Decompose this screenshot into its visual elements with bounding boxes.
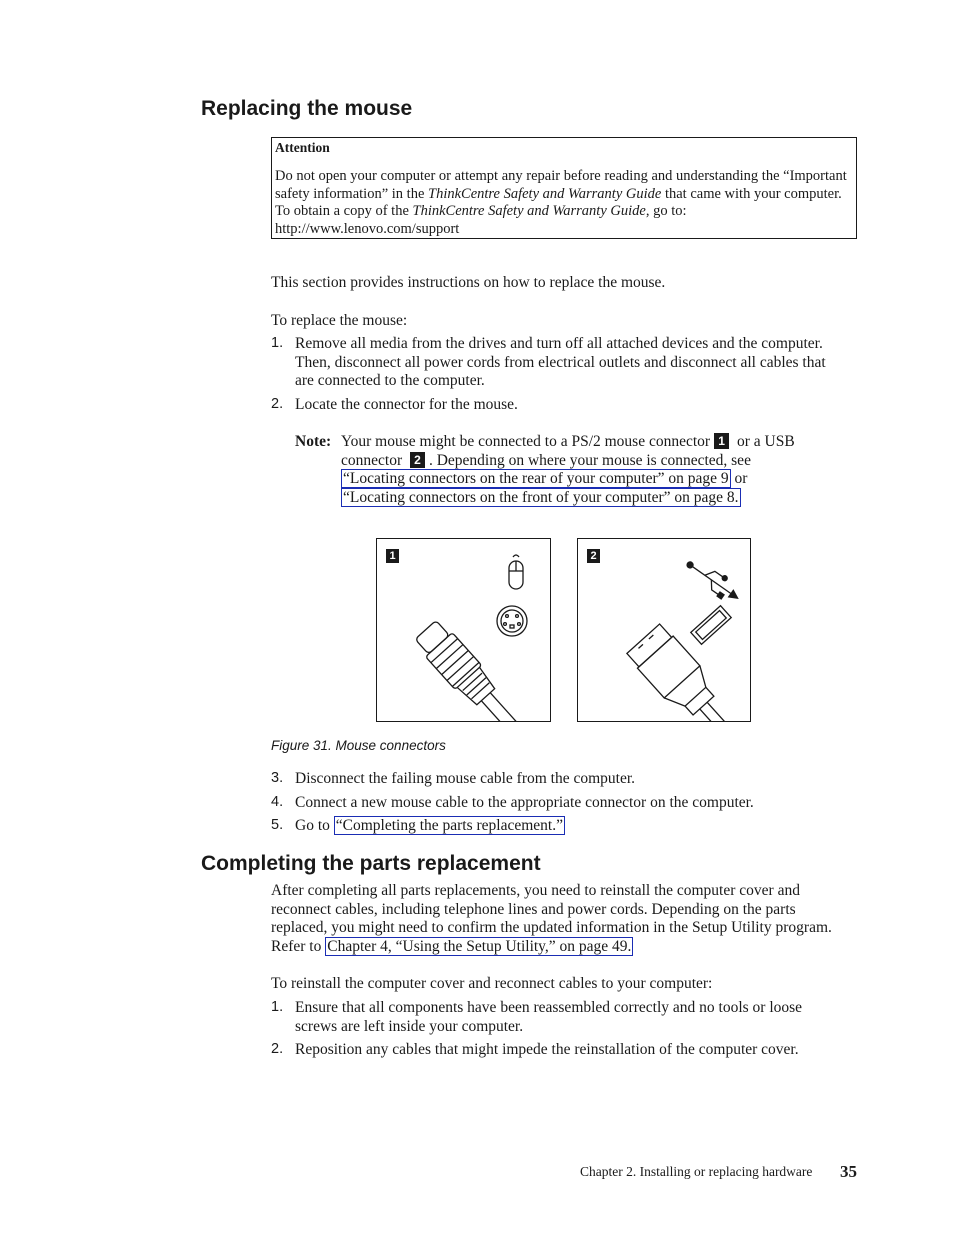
note-text-part: or a USB connector <box>341 433 795 469</box>
usb-port-icon <box>691 606 731 645</box>
step-2-reinstall <box>271 1041 846 1060</box>
usb-plug-illustration <box>578 539 750 721</box>
attention-title: Attention <box>275 140 330 155</box>
procedure-lead: To reinstall the computer cover and reconnect cables to your computer: <box>271 975 713 992</box>
step-text: Remove all media from the drives and turn off all attached devices and the computer. Then, disconnect all power cords from electrical outlets and disconnect all cables that are connected to the computer. <box>295 335 826 389</box>
step-number: 1. <box>271 999 284 1015</box>
step-text <box>295 817 846 836</box>
note-text-part: . Depending on where your mouse is connected, see <box>428 451 751 469</box>
callout-badge-1: 1 <box>714 433 729 449</box>
step-number: 3. <box>271 770 284 786</box>
step-text: Disconnect the failing mouse cable from the computer. <box>295 770 636 787</box>
attention-text-part: that came with your computer. To obtain a copy of the <box>275 185 842 219</box>
step-3 <box>271 770 846 789</box>
link-front-connectors[interactable]: “Locating connectors on the front of your computer” on page 8. <box>343 488 739 506</box>
figure-badge-1: 1 <box>386 549 399 563</box>
note-label: Note: <box>295 433 332 450</box>
note-text <box>341 433 846 507</box>
attention-box <box>271 137 857 239</box>
guide-title: ThinkCentre Safety and Warranty Guide <box>428 185 662 202</box>
step-number: 2. <box>271 396 284 412</box>
usb-plug-body <box>625 623 750 721</box>
completing-paragraph <box>271 882 847 956</box>
figure-usb-connector <box>577 538 751 722</box>
attention-text <box>275 168 851 238</box>
figure-badge-2: 2 <box>587 549 600 563</box>
step-1 <box>271 335 846 391</box>
step-1-reinstall <box>271 999 846 1036</box>
step-2 <box>271 396 846 415</box>
step-text: Reposition any cables that might impede the reinstallation of the computer cover. <box>295 1041 799 1058</box>
attention-text-part: , go to: http://www.lenovo.com/support <box>275 203 687 237</box>
guide-title: ThinkCentre Safety and Warranty Guide <box>412 203 646 219</box>
paragraph-text: After completing all parts replacements, you need to reinstall the computer cover and reconnect cables, including telephone lines and power cords. Depending on the parts replaced, you might need to confirm the updated information in the Setup Utility program. Refer to <box>271 882 832 955</box>
callout-badge-2: 2 <box>410 452 425 468</box>
step-number: 5. <box>271 817 284 833</box>
link-completing-parts[interactable]: “Completing the parts replacement.” <box>335 817 563 834</box>
link-setup-utility[interactable]: Chapter 4, “Using the Setup Utility,” on page 49. <box>327 937 632 955</box>
step-number: 4. <box>271 794 284 810</box>
step-number: 1. <box>271 335 284 351</box>
figure-ps2-connector <box>376 538 551 722</box>
link-rear-connectors[interactable]: “Locating connectors on the rear of your computer” on page 9 <box>343 470 729 487</box>
step-text: Connect a new mouse cable to the appropriate connector on the computer. <box>295 794 754 811</box>
mouse-icon <box>509 555 523 589</box>
step-text: Locate the connector for the mouse. <box>295 396 518 413</box>
figure-caption: Figure 31. Mouse connectors <box>271 738 446 753</box>
note-text-part: Your mouse might be connected to a PS/2 mouse connector <box>341 433 711 450</box>
ps2-plug-illustration <box>377 539 550 721</box>
step-number: 2. <box>271 1041 284 1057</box>
footer-chapter: Chapter 2. Installing or replacing hardware <box>580 1164 813 1179</box>
step-text-part: Go to <box>295 817 330 834</box>
usb-icon <box>682 554 744 607</box>
section-heading-completing: Completing the parts replacement <box>201 852 541 875</box>
step-5 <box>271 817 846 836</box>
procedure-lead: To replace the mouse: <box>271 312 408 329</box>
section-heading-replacing-mouse: Replacing the mouse <box>201 97 413 120</box>
ps2-port-icon <box>497 606 527 636</box>
intro-paragraph: This section provides instructions on how to replace the mouse. <box>271 274 666 291</box>
step-text: Ensure that all components have been reassembled correctly and no tools or loose screws are left inside your computer. <box>295 999 803 1035</box>
page-number: 35 <box>840 1162 857 1181</box>
ps2-plug-body <box>412 618 526 721</box>
attention-text-part: Do not open your computer or attempt any repair before reading and understanding the “Important safety information” in the <box>275 168 847 202</box>
note-text-part: or <box>734 470 748 487</box>
step-4 <box>271 794 846 813</box>
